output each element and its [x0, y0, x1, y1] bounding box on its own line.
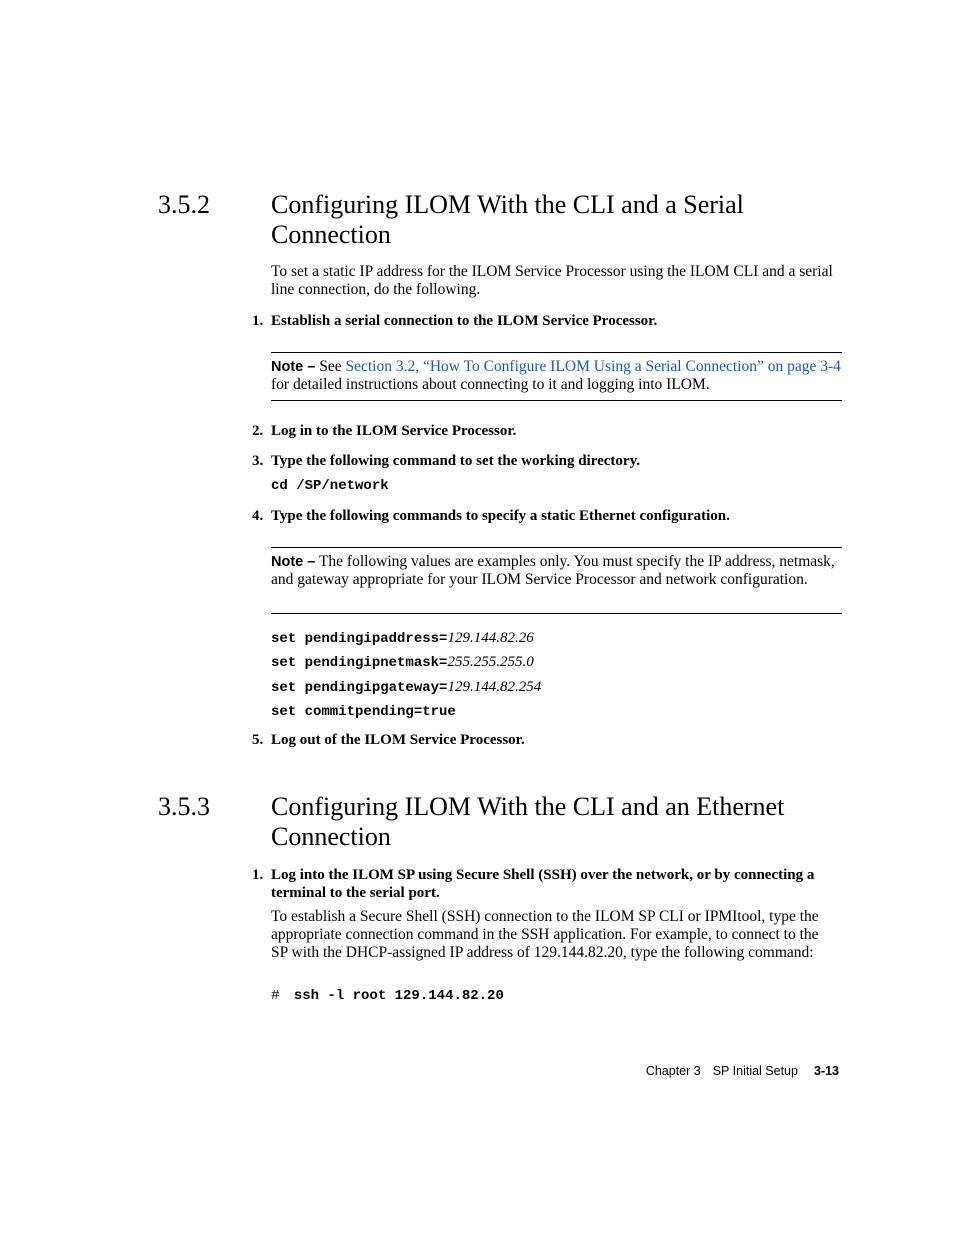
step-2	[252, 422, 852, 440]
step-text: Log in to the ILOM Service Processor.	[271, 423, 517, 439]
page-footer	[646, 1064, 839, 1078]
section-title	[271, 792, 861, 852]
section-title	[271, 190, 861, 250]
note-text: for detailed instructions about connecting to it and logging into ILOM.	[271, 376, 710, 393]
code-line	[271, 678, 541, 697]
step-number: 3.	[252, 453, 264, 469]
command-value: 129.144.82.26	[447, 630, 534, 646]
footer-title: SP Initial Setup	[712, 1064, 798, 1078]
shell-prompt: #	[271, 988, 280, 1004]
page-number: 3-13	[813, 1064, 839, 1078]
step-number: 4.	[252, 508, 264, 524]
note-label: Note –	[271, 554, 316, 570]
command-text: set pendingipnetmask=	[271, 655, 448, 671]
footer-chapter: Chapter 3	[645, 1064, 701, 1078]
step-1	[252, 312, 852, 330]
code-line	[271, 477, 389, 495]
note-box	[271, 352, 842, 401]
command-text: set pendingipgateway=	[271, 680, 448, 696]
command-text: ssh -l root 129.144.82.20	[293, 988, 504, 1004]
section-title-line: Configuring ILOM With the CLI and an Ethernet	[271, 792, 785, 821]
command-text: cd /SP/network	[271, 478, 389, 494]
section-link[interactable]: Section 3.2, “How To Configure ILOM Using a Serial Connection” on page 3-4	[345, 358, 841, 375]
section-number: 3.5.3	[158, 792, 210, 821]
step-1	[252, 866, 852, 902]
intro-paragraph: To set a static IP address for the ILOM Service Processor using the ILOM CLI and a serial line connection, do the following.	[271, 263, 833, 298]
code-line	[271, 653, 534, 672]
step-text: Establish a serial connection to the ILOM Service Processor.	[271, 313, 658, 329]
note-box	[271, 547, 842, 614]
code-line	[271, 629, 534, 648]
command-text: set commitpending=true	[271, 704, 456, 720]
note-text: See	[319, 358, 342, 375]
step-text: Type the following command to set the working directory.	[271, 453, 641, 469]
step-number: 1.	[252, 313, 264, 329]
section-number: 3.5.2	[158, 190, 210, 219]
body-paragraph: To establish a Secure Shell (SSH) connection to the ILOM SP CLI or IPMItool, type the appropriate connection command in the SSH application. For example, to connect to the SP with the DHCP-assigned IP address of 129.144.82.20, type the following command:	[271, 908, 819, 961]
command-value: 255.255.255.0	[447, 654, 534, 670]
code-line	[271, 702, 456, 721]
section-title-line: Connection	[271, 822, 391, 851]
step-text: Log into the ILOM SP using Secure Shell (SSH) over the network, or by connecting a terminal to the serial port.	[271, 867, 815, 901]
note-text: The following values are examples only. You must specify the IP address, netmask, and gateway appropriate for your ILOM Service Processor and network configuration.	[271, 553, 835, 588]
step-number: 1.	[252, 867, 264, 883]
section-title-line: Connection	[271, 220, 391, 249]
code-line	[271, 987, 504, 1005]
step-text: Type the following commands to specify a static Ethernet configuration.	[271, 508, 730, 524]
step-text: Log out of the ILOM Service Processor.	[271, 732, 525, 748]
step-number: 5.	[252, 732, 264, 748]
step-3	[252, 452, 852, 470]
note-label: Note –	[271, 359, 316, 375]
section-title-line: Configuring ILOM With the CLI and a Serial	[271, 190, 744, 219]
step-number: 2.	[252, 423, 264, 439]
command-value: 129.144.82.254	[447, 679, 542, 695]
step-4	[252, 507, 852, 525]
step-5	[252, 731, 852, 749]
command-text: set pendingipaddress=	[271, 631, 448, 647]
